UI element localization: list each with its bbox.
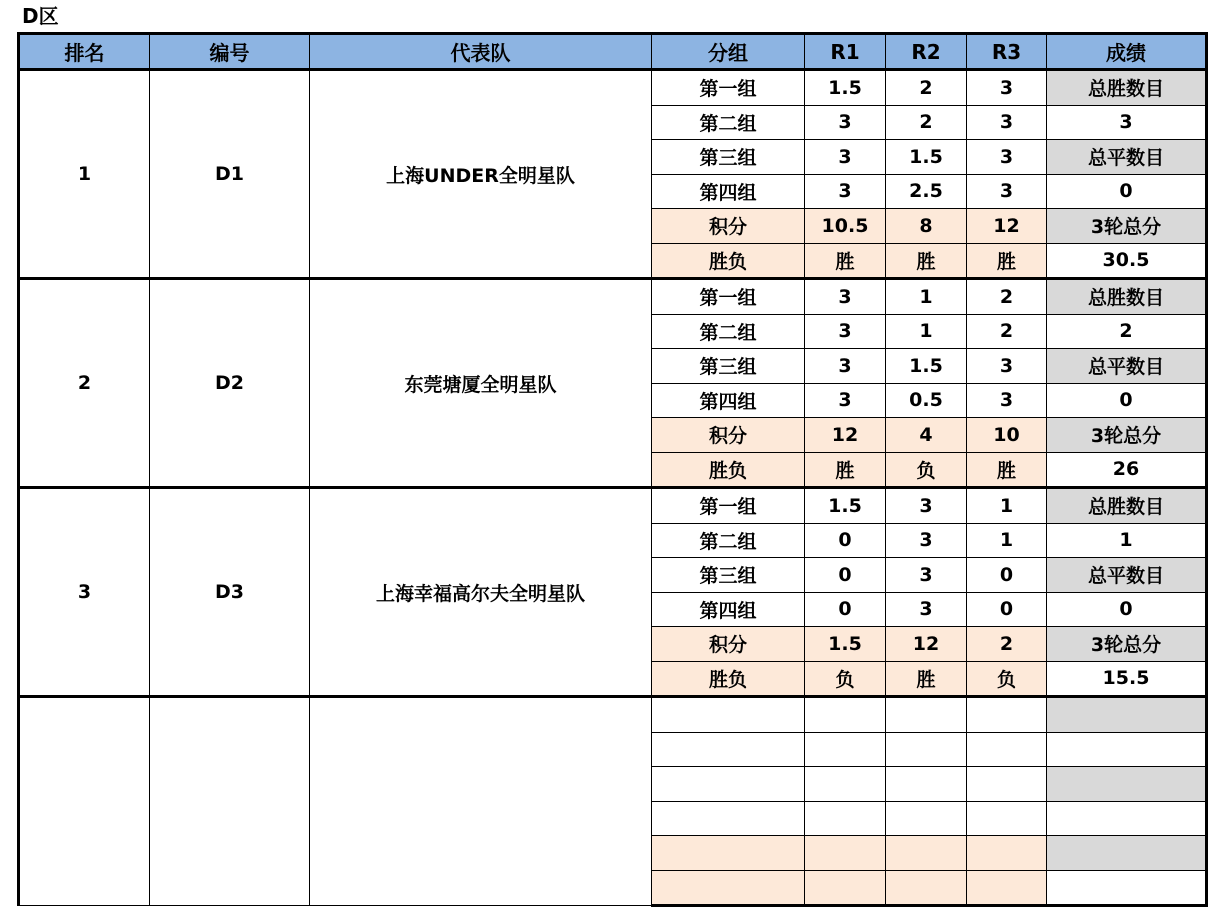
round-score-cell: 3: [805, 105, 886, 140]
points-label: 积分: [652, 209, 805, 244]
round-score-cell: 2.5: [886, 174, 967, 209]
header-r1: R1: [805, 34, 886, 70]
group-label: [652, 697, 805, 733]
group-label: 第二组: [652, 523, 805, 558]
round-score-cell: [886, 732, 967, 767]
round-points-cell: 4: [886, 418, 967, 453]
team-code-cell: [150, 697, 310, 906]
standings-table: [17, 32, 1208, 907]
team-code-cell: D1: [150, 70, 310, 279]
stat-value-cell: 0: [1047, 592, 1207, 627]
round-score-cell: 3: [886, 523, 967, 558]
team-code-cell: D2: [150, 279, 310, 488]
points-label: 积分: [652, 627, 805, 662]
round-score-cell: 3: [886, 558, 967, 593]
round-score-cell: [967, 767, 1047, 802]
stat-value-cell: [1047, 870, 1207, 906]
round-result-cell: 负: [967, 661, 1047, 697]
round-score-cell: 2: [886, 105, 967, 140]
stat-value-cell: 0: [1047, 383, 1207, 418]
points-label: [652, 836, 805, 871]
round-score-cell: [805, 767, 886, 802]
rank-cell: 1: [19, 70, 150, 279]
round-result-cell: 负: [886, 452, 967, 488]
stat-label-cell: [1047, 836, 1207, 871]
stat-value-cell: [1047, 732, 1207, 767]
round-score-cell: 3: [967, 349, 1047, 384]
round-score-cell: 1: [886, 279, 967, 315]
team-name-cell: 上海幸福高尔夫全明星队: [310, 488, 652, 697]
rank-cell: 3: [19, 488, 150, 697]
round-score-cell: 3: [886, 488, 967, 524]
round-score-cell: 3: [967, 140, 1047, 175]
round-result-cell: 胜: [805, 452, 886, 488]
round-score-cell: 3: [805, 174, 886, 209]
team-name-cell: 上海UNDER全明星队: [310, 70, 652, 279]
points-label: 积分: [652, 418, 805, 453]
round-result-cell: 胜: [886, 243, 967, 279]
round-result-cell: 胜: [805, 243, 886, 279]
round-score-cell: [805, 697, 886, 733]
round-result-cell: [967, 870, 1047, 906]
result-label: 胜负: [652, 661, 805, 697]
round-score-cell: 0.5: [886, 383, 967, 418]
rank-cell: [19, 697, 150, 906]
header-row: [19, 34, 1207, 70]
group-label: 第四组: [652, 383, 805, 418]
round-score-cell: 1.5: [805, 70, 886, 106]
round-score-cell: [886, 697, 967, 733]
round-score-cell: 0: [967, 592, 1047, 627]
stat-value-cell: 2: [1047, 314, 1207, 349]
round-points-cell: [805, 836, 886, 871]
round-points-cell: 12: [886, 627, 967, 662]
round-points-cell: 10.5: [805, 209, 886, 244]
stat-value-cell: 30.5: [1047, 243, 1207, 279]
header-group: 分组: [652, 34, 805, 70]
round-score-cell: 3: [805, 279, 886, 315]
stat-label-cell: 总平数目: [1047, 558, 1207, 593]
round-score-cell: [805, 732, 886, 767]
round-result-cell: 胜: [967, 452, 1047, 488]
rank-cell: 2: [19, 279, 150, 488]
header-rank: 排名: [19, 34, 150, 70]
stat-label-cell: 总平数目: [1047, 140, 1207, 175]
round-score-cell: 3: [805, 314, 886, 349]
round-score-cell: 2: [967, 314, 1047, 349]
round-score-cell: 1: [967, 523, 1047, 558]
round-score-cell: [886, 767, 967, 802]
stat-label-cell: 3轮总分: [1047, 627, 1207, 662]
round-result-cell: [805, 870, 886, 906]
round-result-cell: 胜: [886, 661, 967, 697]
team-name-cell: [310, 697, 652, 906]
round-score-cell: 2: [967, 279, 1047, 315]
round-score-cell: 1.5: [886, 140, 967, 175]
table-row: [19, 279, 1207, 315]
group-label: 第二组: [652, 314, 805, 349]
round-score-cell: 3: [805, 140, 886, 175]
round-points-cell: 12: [967, 209, 1047, 244]
header-score: 成绩: [1047, 34, 1207, 70]
round-score-cell: 1: [886, 314, 967, 349]
header-r2: R2: [886, 34, 967, 70]
header-r3: R3: [967, 34, 1047, 70]
round-score-cell: [886, 801, 967, 836]
round-score-cell: [967, 732, 1047, 767]
group-label: 第四组: [652, 592, 805, 627]
header-team: 代表队: [310, 34, 652, 70]
round-score-cell: [967, 697, 1047, 733]
table-row: [19, 697, 1207, 733]
group-label: 第一组: [652, 488, 805, 524]
round-score-cell: 2: [886, 70, 967, 106]
stat-value-cell: 0: [1047, 174, 1207, 209]
round-score-cell: 1: [967, 488, 1047, 524]
round-score-cell: 0: [805, 558, 886, 593]
round-score-cell: 0: [805, 523, 886, 558]
group-label: 第三组: [652, 558, 805, 593]
stat-label-cell: 总胜数目: [1047, 488, 1207, 524]
group-label: 第三组: [652, 140, 805, 175]
group-label: 第三组: [652, 349, 805, 384]
group-label: 第二组: [652, 105, 805, 140]
round-score-cell: 3: [805, 349, 886, 384]
team-name-cell: 东莞塘厦全明星队: [310, 279, 652, 488]
table-row: [19, 488, 1207, 524]
round-result-cell: 胜: [967, 243, 1047, 279]
round-result-cell: [886, 870, 967, 906]
header-code: 编号: [150, 34, 310, 70]
stat-label-cell: [1047, 697, 1207, 733]
round-score-cell: 3: [886, 592, 967, 627]
stat-value-cell: [1047, 801, 1207, 836]
round-score-cell: 3: [967, 174, 1047, 209]
round-score-cell: [967, 801, 1047, 836]
stat-value-cell: 3: [1047, 105, 1207, 140]
stat-value-cell: 26: [1047, 452, 1207, 488]
team-code-cell: D3: [150, 488, 310, 697]
stat-label-cell: 总平数目: [1047, 349, 1207, 384]
round-points-cell: [967, 836, 1047, 871]
round-points-cell: 12: [805, 418, 886, 453]
result-label: 胜负: [652, 452, 805, 488]
round-score-cell: 1.5: [805, 488, 886, 524]
round-score-cell: 1.5: [886, 349, 967, 384]
zone-title: D区: [22, 4, 59, 28]
round-score-cell: 3: [805, 383, 886, 418]
group-label: 第四组: [652, 174, 805, 209]
stat-label-cell: 3轮总分: [1047, 418, 1207, 453]
stat-label-cell: 总胜数目: [1047, 279, 1207, 315]
stat-value-cell: 15.5: [1047, 661, 1207, 697]
group-label: [652, 801, 805, 836]
round-points-cell: 2: [967, 627, 1047, 662]
group-label: 第一组: [652, 279, 805, 315]
round-score-cell: 3: [967, 383, 1047, 418]
round-score-cell: [805, 801, 886, 836]
result-label: 胜负: [652, 243, 805, 279]
round-points-cell: 1.5: [805, 627, 886, 662]
stat-value-cell: 1: [1047, 523, 1207, 558]
result-label: [652, 870, 805, 906]
round-score-cell: 3: [967, 105, 1047, 140]
round-result-cell: 负: [805, 661, 886, 697]
round-score-cell: 3: [967, 70, 1047, 106]
group-label: [652, 732, 805, 767]
stat-label-cell: [1047, 767, 1207, 802]
group-label: [652, 767, 805, 802]
round-score-cell: 0: [805, 592, 886, 627]
round-score-cell: 0: [967, 558, 1047, 593]
round-points-cell: 10: [967, 418, 1047, 453]
table-row: [19, 70, 1207, 106]
round-points-cell: 8: [886, 209, 967, 244]
stat-label-cell: 总胜数目: [1047, 70, 1207, 106]
stat-label-cell: 3轮总分: [1047, 209, 1207, 244]
round-points-cell: [886, 836, 967, 871]
group-label: 第一组: [652, 70, 805, 106]
